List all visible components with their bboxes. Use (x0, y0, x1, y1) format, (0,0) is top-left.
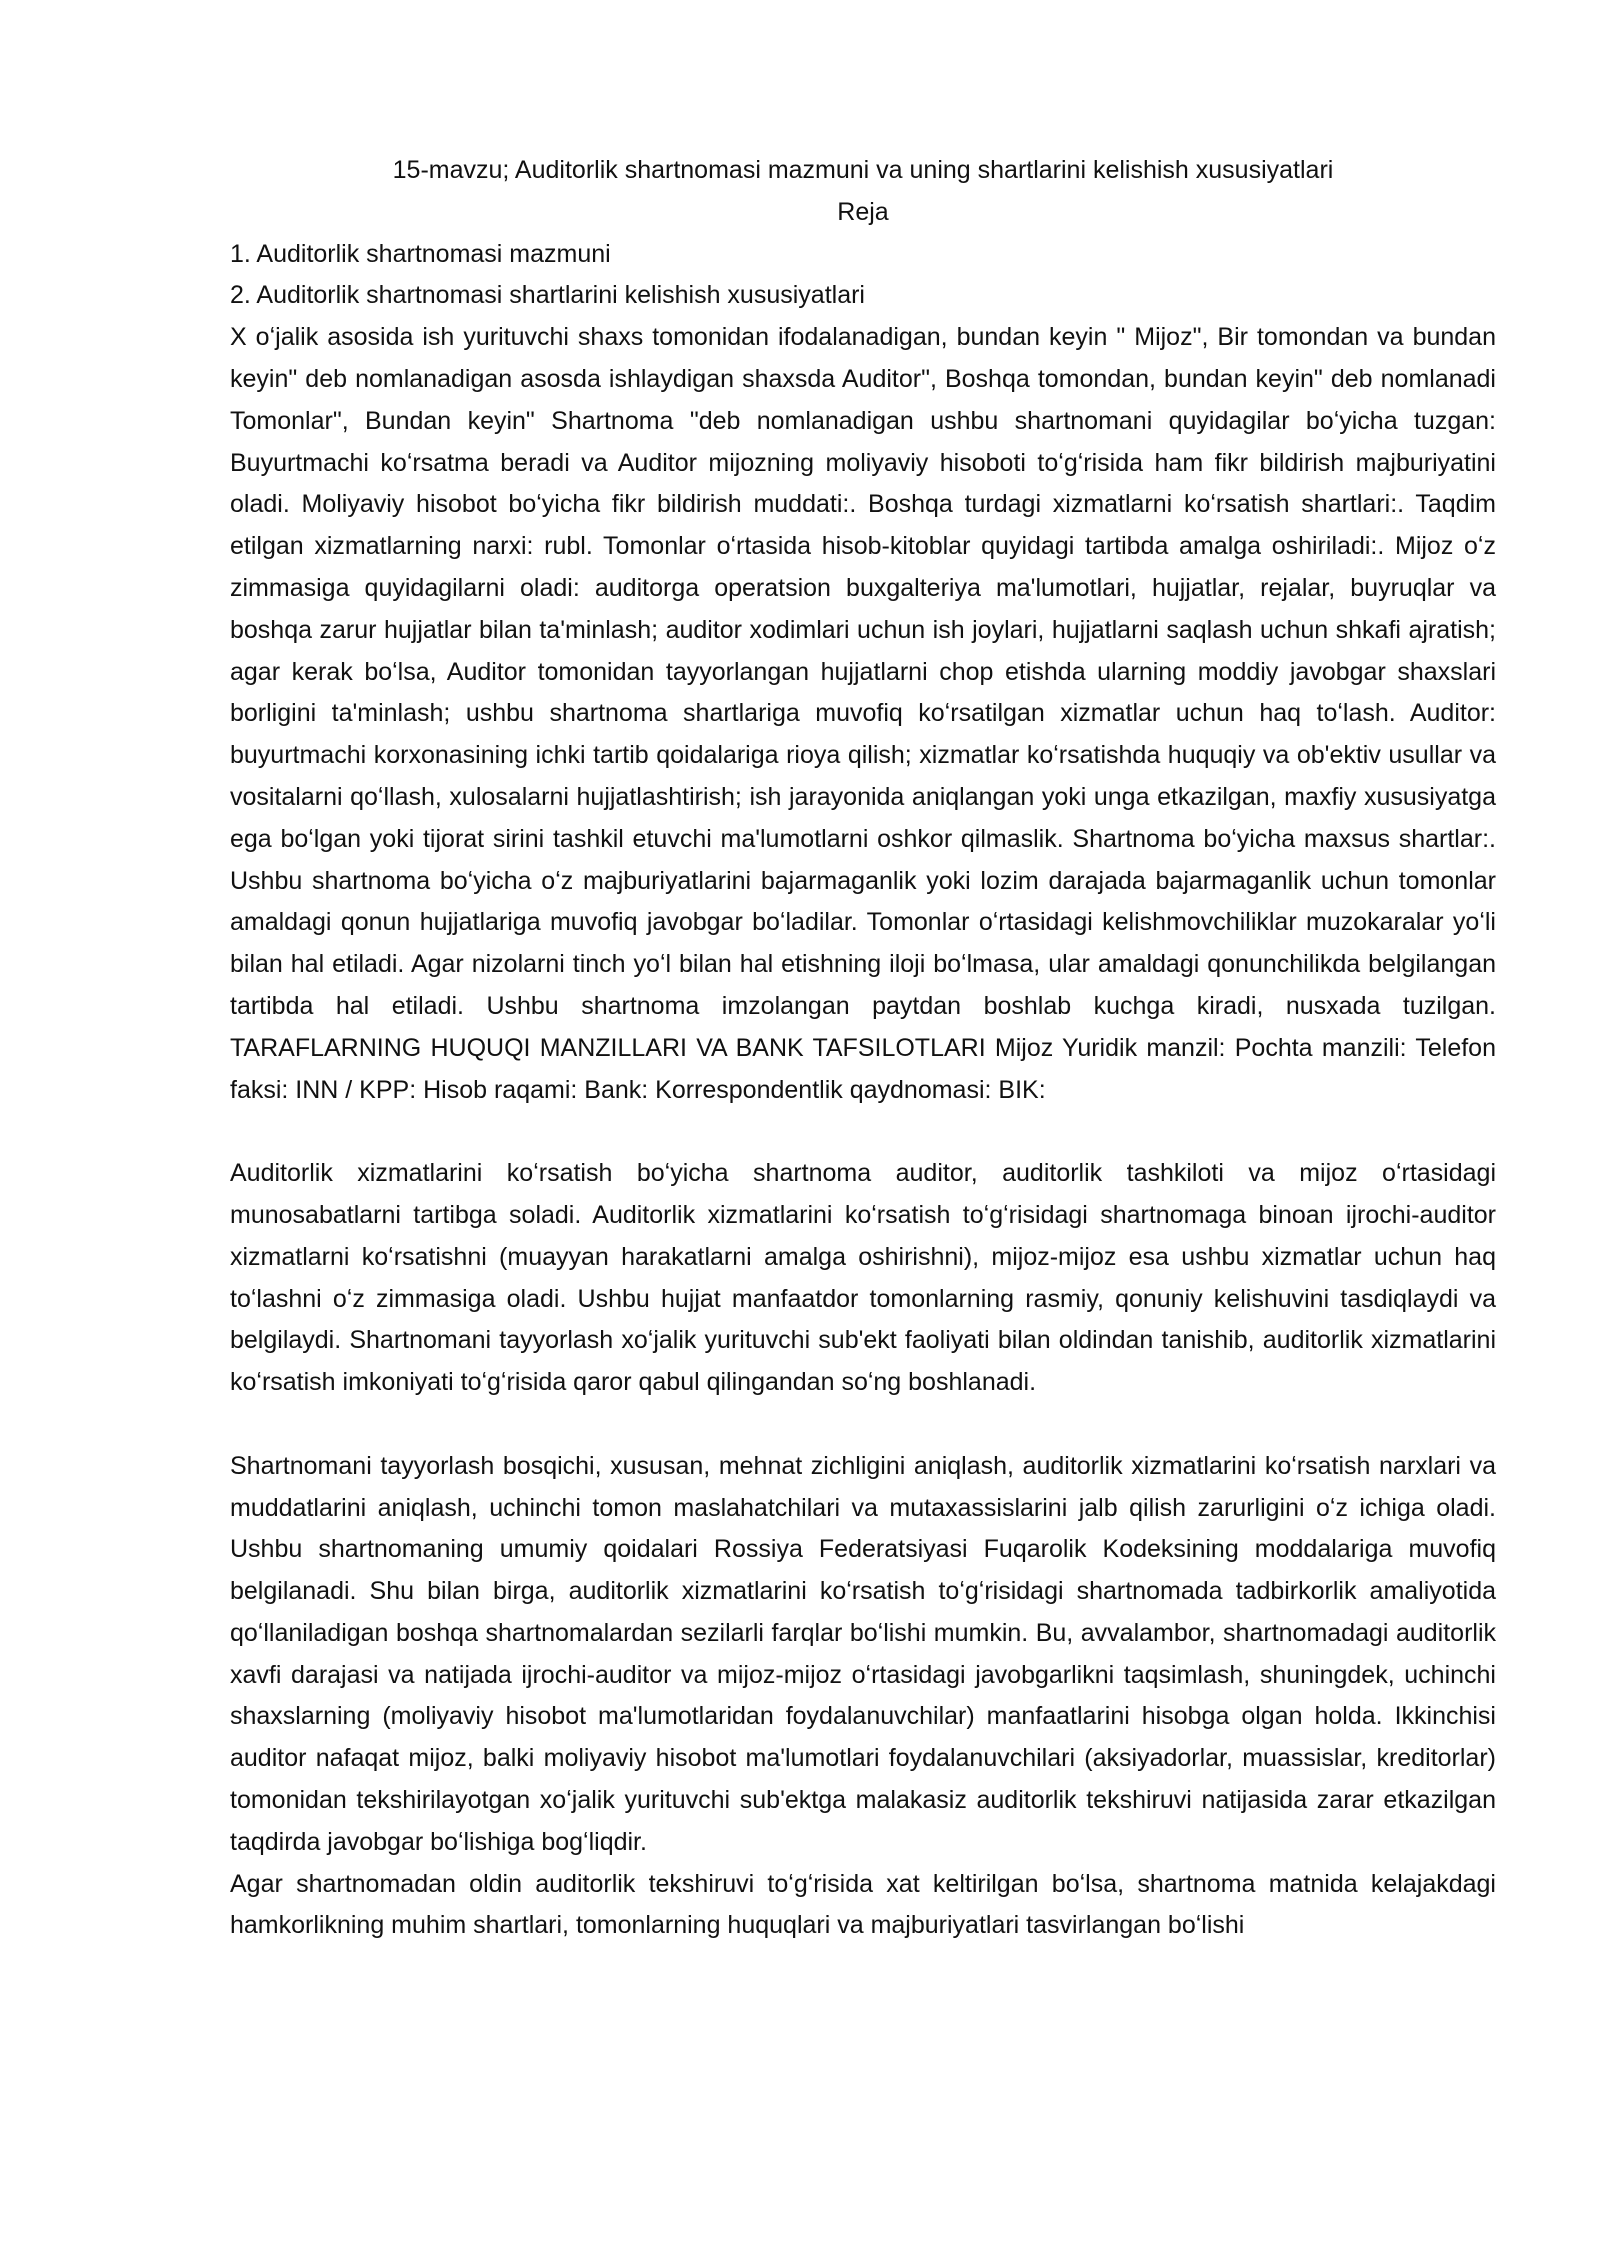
paragraph-gap (230, 1111, 1496, 1153)
paragraph-gap (230, 1404, 1496, 1446)
body-paragraph: Auditorlik xizmatlarini koʻrsatish boʻyicha shartnoma auditor, auditorlik tashkiloti va mijoz oʻrtasidagi munosabatlarni tartibga soladi. Auditorlik xizmatlarini koʻrsatish toʻgʻrisidagi shartnomaga binoan ijrochi-auditor xizmatlarni koʻrsatishni (muayyan harakatlarni amalga oshirishni), mijoz-mijoz esa ushbu xizmatlar uchun haq toʻlashni oʻz zimmasiga oladi. Ushbu hujjat manfaatdor tomonlarning rasmiy, qonuniy kelishuvini tasdiqlaydi va belgilaydi. Shartnomani tayyorlash xoʻjalik yurituvchi sub'ekt faoliyati bilan oldindan tanishib, auditorlik xizmatlarini koʻrsatish imkoniyati toʻgʻrisida qaror qabul qilingandan soʻng boshlanadi. (230, 1159, 1496, 1397)
body-paragraph: Agar shartnomadan oldin auditorlik tekshiruvi toʻgʻrisida xat keltirilgan boʻlsa, shartnoma matnida kelajakdagi hamkorlikning muhim shartlari, tomonlarning huquqlari va majburiyatlari tasvirlangan boʻlishi (230, 1869, 1496, 1940)
body-paragraph: Shartnomani tayyorlash bosqichi, xususan, mehnat zichligini aniqlash, auditorlik xizmatlarini koʻrsatish narxlari va muddatlarini aniqlash, uchinchi tomon maslahatchilari va mutaxassislarini jalb qilish zarurligini oʻz ichiga oladi. Ushbu shartnomaning umumiy qoidalari Rossiya Federatsiyasi Fuqarolik Kodeksining moddalariga muvofiq belgilanadi. Shu bilan birga, auditorlik xizmatlarini koʻrsatish toʻgʻrisidagi shartnomada tadbirkorlik amaliyotida qoʻllaniladigan boshqa shartnomalardan sezilarli farqlar boʻlishi mumkin. Bu, avvalambor, shartnomadagi auditorlik xavfi darajasi va natijada ijrochi-auditor va mijoz-mijoz oʻrtasidagi javobgarlikni taqsimlash, shuningdek, uchinchi shaxslarning (moliyaviy hisobot ma'lumotlaridan foydalanuvchilar) manfaatlarini hisobga olgan holda. Ikkinchisi auditor nafaqat mijoz, balki moliyaviy hisobot ma'lumotlari foydalanuvchilari (aksiyadorlar, muassislar, kreditorlar) tomonidan tekshirilayotgan xoʻjalik yurituvchi sub'ektga malakasiz auditorlik tekshiruvi natijasida zarar etkazilgan taqdirda javobgar boʻlishiga bogʻliqdir. (230, 1451, 1496, 1856)
body-paragraph: X oʻjalik asosida ish yurituvchi shaxs tomonidan ifodalanadigan, bundan keyin " Mijoz", Bir tomondan va bundan keyin" deb nomlanadigan asosda ishlaydigan shaxsda Auditor", Boshqa tomondan, bundan keyin" deb nomlanadi Tomonlar", Bundan keyin" Shartnoma "deb nomlanadigan ushbu shartnomani quyidagilar boʻyicha tuzgan: Buyurtmachi koʻrsatma beradi va Auditor mijozning moliyaviy hisoboti toʻgʻrisida ham fikr bildirish majburiyatini oladi. Moliyaviy hisobot boʻyicha fikr bildirish muddati:. Boshqa turdagi xizmatlarni koʻrsatish shartlari:. Taqdim etilgan xizmatlarning narxi: rubl. Tomonlar oʻrtasida hisob-kitoblar quyidagi tartibda amalga oshiriladi:. Mijoz oʻz zimmasiga quyidagilarni oladi: auditorga operatsion buxgalteriya ma'lumotlari, hujjatlar, rejalar, buyruqlar va boshqa zarur hujjatlar bilan ta'minlash; auditor xodimlari uchun ish joylari, hujjatlarni saqlash uchun shkafi ajratish; agar kerak boʻlsa, Auditor tomonidan tayyorlangan hujjatlarni chop etishda ularning moddiy javobgar shaxslari borligini ta'minlash; ushbu shartnoma shartlariga muvofiq koʻrsatilgan xizmatlar uchun haq toʻlash. Auditor: buyurtmachi korxonasining ichki tartib qoidalariga rioya qilish; xizmatlar koʻrsatishda huquqiy va ob'ektiv usullar va vositalarni qoʻllash, xulosalarni hujjatlashtirish; ish jarayonida aniqlangan yoki unga etkazilgan, maxfiy xususiyatga ega boʻlgan yoki tijorat sirini tashkil etuvchi ma'lumotlarni oshkor qilmaslik. Shartnoma boʻyicha maxsus shartlar:. Ushbu shartnoma boʻyicha oʻz majburiyatlarini bajarmaganlik yoki lozim darajada bajarmaganlik uchun tomonlar amaldagi qonun hujjatlariga muvofiq javobgar boʻladilar. Tomonlar oʻrtasidagi kelishmovchiliklar muzokaralar yoʻli bilan hal etiladi. Agar nizolarni tinch yoʻl bilan hal etishning iloji boʻlmasa, ular amaldagi qonunchilikda belgilangan tartibda hal etiladi. Ushbu shartnoma imzolangan paytdan boshlab kuchga kiradi, nusxada tuzilgan. TARAFLARNING HUQUQI MANZILLARI VA BANK TAFSILOTLARI Mijoz Yuridik manzil: Pochta manzili: Telefon faksi: INN / KPP: Hisob raqami: Bank: Korrespondentlik qaydnomasi: BIK: (230, 323, 1496, 1104)
plan-item: 2. Auditorlik shartnomasi shartlarini kelishish xususiyatlari (230, 281, 865, 310)
document-title: 15-mavzu; Auditorlik shartnomasi mazmuni va uning shartlarini kelishish xususiyatlari (392, 156, 1334, 184)
document-page (230, 150, 1496, 1947)
plan-heading: Reja (837, 197, 889, 226)
plan-item: 1. Auditorlik shartnomasi mazmuni (230, 239, 611, 268)
